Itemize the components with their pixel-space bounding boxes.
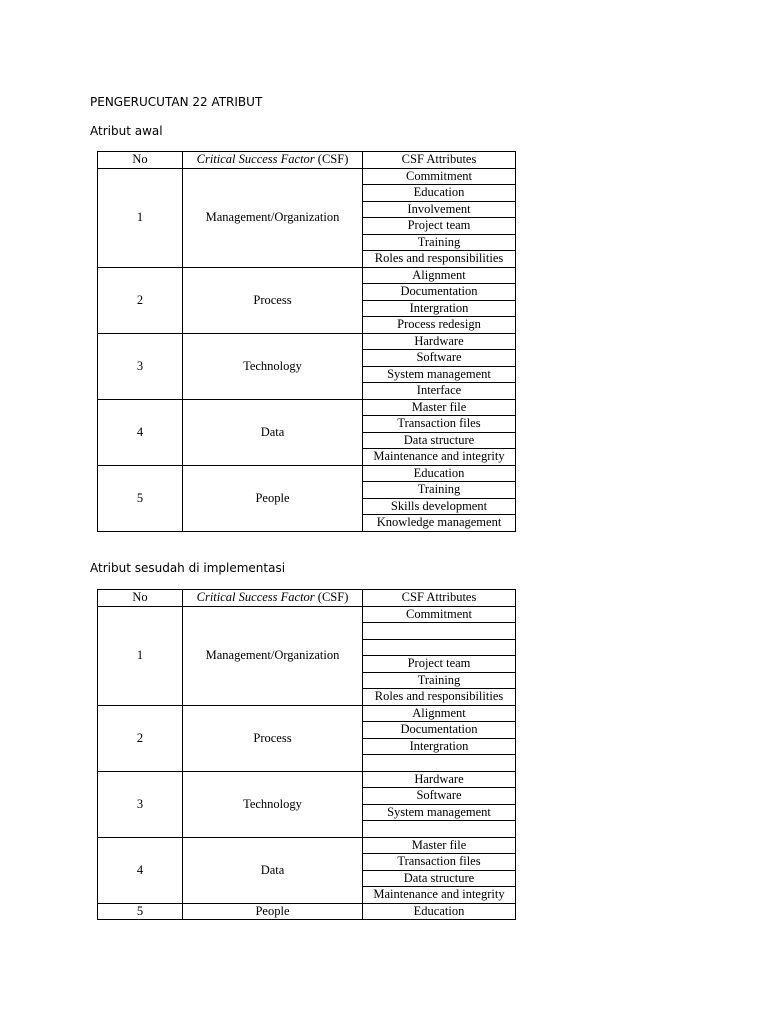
table-header-row [98,590,516,607]
csf-attribute-cell: Transaction files [363,416,516,433]
csf-attribute-cell: Transaction files [363,854,516,871]
table-row [98,333,516,350]
header-csf-suffix: (CSF) [314,152,349,167]
csf-attribute-cell: Data structure [363,870,516,887]
section-heading-before: Atribut awal [90,124,163,138]
csf-attribute-cell: Hardware [363,333,516,350]
csf-attribute-cell: Software [363,350,516,367]
csf-attribute-cell: Alignment [363,705,516,722]
csf-number-cell: 5 [98,465,183,531]
csf-attribute-cell: Master file [363,837,516,854]
csf-factor-cell: People [183,903,363,920]
table-row [98,771,516,788]
csf-attribute-cell: Commitment [363,606,516,623]
header-csf-italic: Critical Success Factor [196,590,315,605]
csf-attribute-cell [363,821,516,838]
csf-attribute-cell: Maintenance and integrity [363,449,516,466]
header-csf-suffix: (CSF) [314,590,349,605]
csf-attribute-cell: Process redesign [363,317,516,334]
table-row [98,168,516,185]
header-no: No [98,590,183,607]
header-csf-italic: Critical Success Factor [196,152,315,167]
table-row [98,606,516,623]
header-no: No [98,152,183,169]
csf-attribute-cell: Education [363,903,516,920]
csf-attribute-cell: System management [363,804,516,821]
table-row [98,837,516,854]
csf-number-cell: 4 [98,399,183,465]
csf-number-cell: 3 [98,771,183,837]
table-row [98,705,516,722]
csf-table-after [97,589,516,920]
table-row [98,399,516,416]
csf-table-before [97,151,516,532]
header-attributes: CSF Attributes [363,590,516,607]
csf-number-cell: 4 [98,837,183,903]
table-header-row [98,152,516,169]
csf-attribute-cell: Alignment [363,267,516,284]
section-heading-after: Atribut sesudah di implementasi [90,561,286,575]
csf-number-cell: 1 [98,606,183,705]
document-title: PENGERUCUTAN 22 ATRIBUT [90,95,263,109]
csf-attribute-cell: Training [363,482,516,499]
csf-attribute-cell: Master file [363,399,516,416]
csf-factor-cell: Process [183,705,363,771]
csf-attribute-cell: Training [363,672,516,689]
csf-attribute-cell [363,623,516,640]
csf-factor-cell: Technology [183,771,363,837]
csf-factor-cell: People [183,465,363,531]
csf-table-body [98,152,516,532]
csf-factor-cell: Management/Organization [183,168,363,267]
csf-attribute-cell [363,755,516,772]
csf-attribute-cell: Roles and responsibilities [363,251,516,268]
csf-factor-cell: Data [183,399,363,465]
csf-attribute-cell: Documentation [363,722,516,739]
csf-number-cell: 3 [98,333,183,399]
table-row [98,267,516,284]
csf-factor-cell: Data [183,837,363,903]
csf-table-body [98,590,516,920]
header-csf [183,590,363,607]
csf-factor-cell: Process [183,267,363,333]
csf-attribute-cell: Knowledge management [363,515,516,532]
csf-number-cell: 2 [98,705,183,771]
header-attributes: CSF Attributes [363,152,516,169]
csf-attribute-cell: Data structure [363,432,516,449]
csf-attribute-cell: System management [363,366,516,383]
header-csf [183,152,363,169]
csf-attribute-cell: Commitment [363,168,516,185]
csf-attribute-cell: Interface [363,383,516,400]
csf-attribute-cell: Roles and responsibilities [363,689,516,706]
csf-number-cell: 1 [98,168,183,267]
table-row [98,465,516,482]
csf-factor-cell: Technology [183,333,363,399]
csf-number-cell: 5 [98,903,183,920]
csf-number-cell: 2 [98,267,183,333]
csf-attribute-cell: Involvement [363,201,516,218]
table-row [98,903,516,920]
csf-attribute-cell: Skills development [363,498,516,515]
csf-attribute-cell: Maintenance and integrity [363,887,516,904]
csf-factor-cell: Management/Organization [183,606,363,705]
csf-attribute-cell: Education [363,185,516,202]
csf-attribute-cell: Documentation [363,284,516,301]
csf-attribute-cell: Intergration [363,300,516,317]
csf-attribute-cell [363,639,516,656]
csf-attribute-cell: Intergration [363,738,516,755]
csf-attribute-cell: Education [363,465,516,482]
csf-attribute-cell: Software [363,788,516,805]
csf-attribute-cell: Training [363,234,516,251]
csf-attribute-cell: Project team [363,656,516,673]
csf-attribute-cell: Project team [363,218,516,235]
csf-attribute-cell: Hardware [363,771,516,788]
